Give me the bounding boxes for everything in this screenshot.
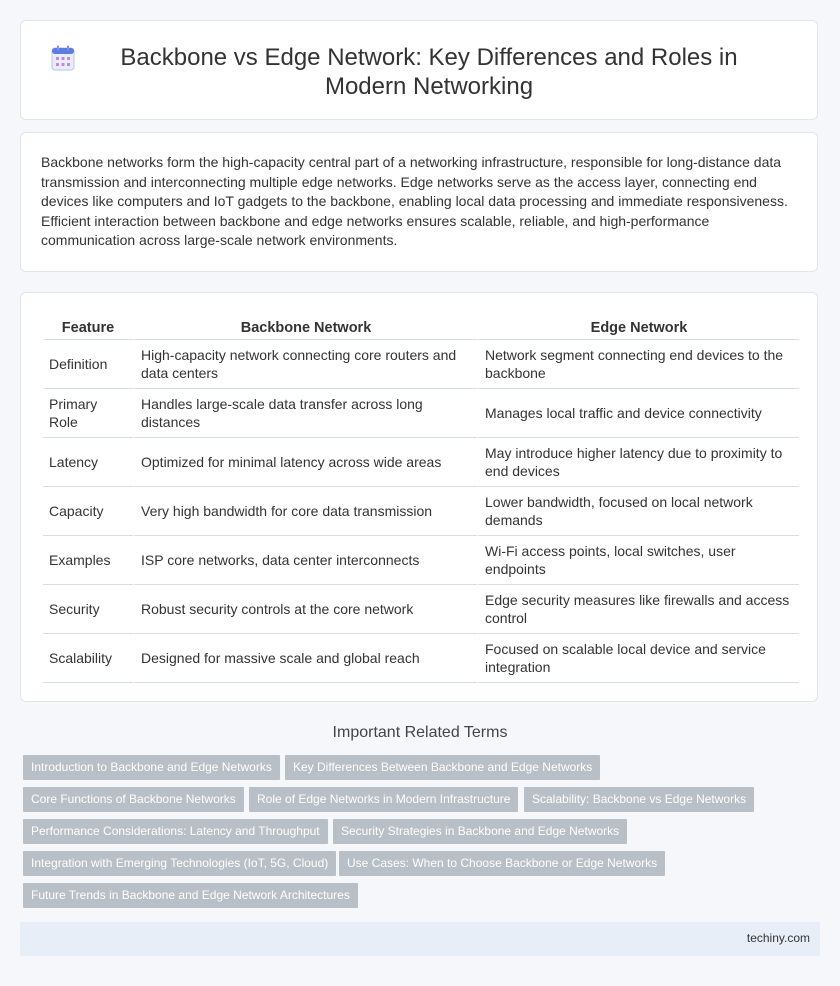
table-row [43,438,799,487]
cell-backbone: High-capacity network connecting core routers and data centers [133,340,477,389]
footer [20,922,820,956]
table-header-row [43,315,799,340]
cell-edge: Network segment connecting end devices to the backbone [477,340,799,389]
table-row [43,536,799,585]
related-term-tag[interactable]: Introduction to Backbone and Edge Networks [23,755,280,780]
header-card [20,20,818,120]
related-term-tag[interactable]: Core Functions of Backbone Networks [23,787,244,812]
table-row [43,487,799,536]
cell-backbone: Robust security controls at the core network [133,585,477,634]
cell-backbone: ISP core networks, data center interconnects [133,536,477,585]
header-feature: Feature [43,315,133,340]
intro-card [20,132,818,272]
cell-edge: Manages local traffic and device connectivity [477,389,799,438]
cell-feature: Latency [43,438,133,487]
cell-edge: Wi-Fi access points, local switches, user endpoints [477,536,799,585]
cell-backbone: Very high bandwidth for core data transmission [133,487,477,536]
related-term-tag[interactable]: Performance Considerations: Latency and Throughput [23,819,328,844]
cell-feature: Scalability [43,634,133,683]
cell-backbone: Handles large-scale data transfer across long distances [133,389,477,438]
footer-site-link[interactable]: techiny.com [746,931,810,945]
table-row [43,340,799,389]
related-term-tag[interactable]: Role of Edge Networks in Modern Infrastructure [249,787,518,812]
related-term-tag[interactable]: Use Cases: When to Choose Backbone or Edge Networks [339,851,665,876]
page-title: Backbone vs Edge Network: Key Differences and Roles in Modern Networking [120,44,738,100]
comparison-table [43,315,799,683]
cell-feature: Primary Role [43,389,133,438]
related-terms-title: Important Related Terms [332,724,508,741]
cell-feature: Security [43,585,133,634]
related-term-tag[interactable]: Key Differences Between Backbone and Edge Networks [285,755,600,780]
cell-feature: Definition [43,340,133,389]
cell-edge: Edge security measures like firewalls and access control [477,585,799,634]
cell-edge: May introduce higher latency due to proximity to end devices [477,438,799,487]
intro-paragraph: Backbone networks form the high-capacity central part of a networking infrastructure, responsible for long-distance data transmission and interconnecting multiple edge networks. Edge networks serve as the access layer, connecting end devices like computers and IoT gadgets to the backbone, enabling local data processing and immediate responsiveness. Efficient interaction between backbone and edge networks ensures scalable, reliable, and high-performance communication across large-scale network environments. [41,154,788,248]
cell-feature: Capacity [43,487,133,536]
related-term-tag[interactable]: Future Trends in Backbone and Edge Network Architectures [23,883,358,908]
cell-backbone: Designed for massive scale and global reach [133,634,477,683]
cell-edge: Lower bandwidth, focused on local network demands [477,487,799,536]
cell-feature: Examples [43,536,133,585]
comparison-table-card [20,292,818,702]
related-term-tag[interactable]: Integration with Emerging Technologies (IoT, 5G, Cloud) [23,851,336,876]
header-backbone: Backbone Network [133,315,477,340]
related-term-tag[interactable]: Security Strategies in Backbone and Edge Networks [333,819,627,844]
related-term-tag[interactable]: Scalability: Backbone vs Edge Networks [524,787,754,812]
table-row [43,634,799,683]
header-edge: Edge Network [477,315,799,340]
table-row [43,389,799,438]
cell-edge: Focused on scalable local device and service integration [477,634,799,683]
table-row [43,585,799,634]
cell-backbone: Optimized for minimal latency across wide areas [133,438,477,487]
